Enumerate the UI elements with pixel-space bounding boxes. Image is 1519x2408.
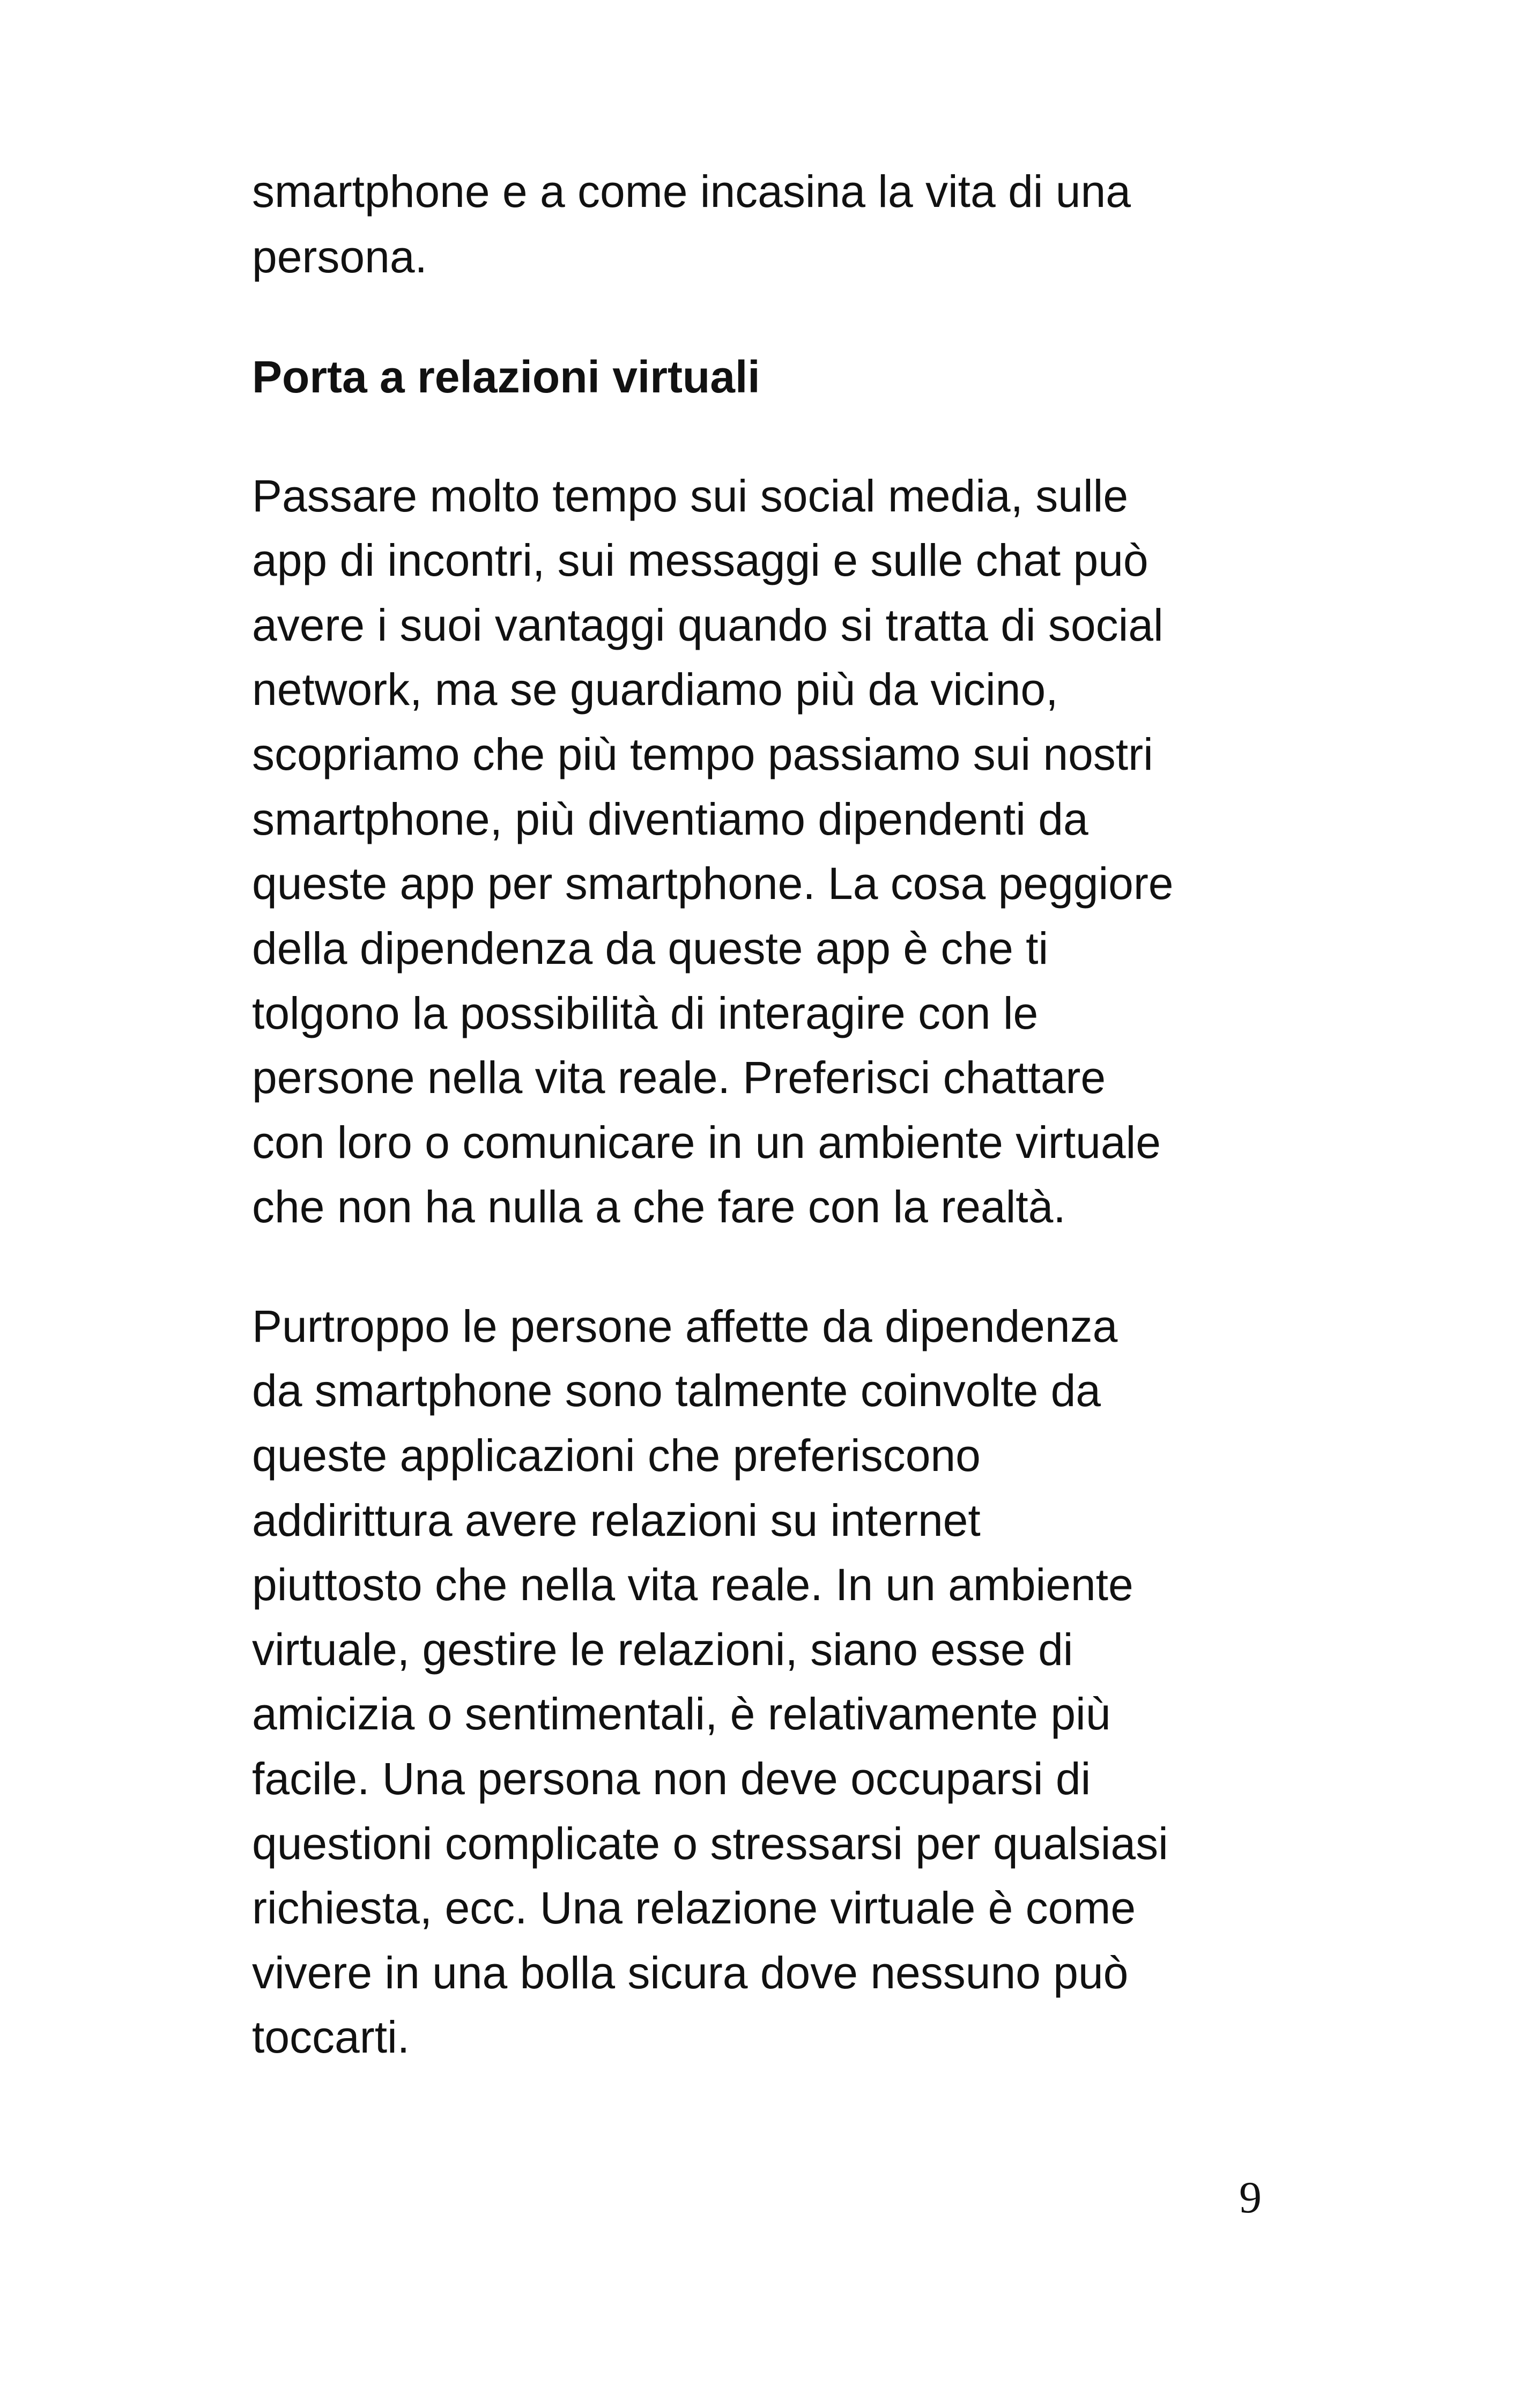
body-text-line: questioni complicate o stressarsi per qualsiasi: [252, 1818, 1168, 1869]
body-text-line: amicizia o sentimentali, è relativamente più: [252, 1689, 1111, 1739]
body-text-line: piuttosto che nella vita reale. In un ambiente: [252, 1559, 1133, 1610]
page-number: 9: [1239, 2173, 1262, 2223]
body-text-line: da smartphone sono talmente coinvolte da: [252, 1365, 1101, 1416]
body-text-line: smartphone, più diventiamo dipendenti da: [252, 794, 1088, 844]
body-text-line: facile. Una persona non deve occuparsi di: [252, 1753, 1091, 1804]
body-text-line: richiesta, ecc. Una relazione virtuale è come: [252, 1883, 1136, 1933]
body-text-line: toccarti.: [252, 2012, 410, 2062]
section-heading: Porta a relazioni virtuali: [252, 352, 760, 402]
body-text-line: che non ha nulla a che fare con la realtà.: [252, 1181, 1066, 1232]
body-text-line: persone nella vita reale. Preferisci chattare: [252, 1052, 1106, 1103]
body-text-line: vivere in una bolla sicura dove nessuno può: [252, 1948, 1129, 1998]
body-text-line: smartphone e a come incasina la vita di una: [252, 166, 1131, 217]
body-text-line: persona.: [252, 232, 427, 282]
body-text-line: app di incontri, sui messaggi e sulle chat può: [252, 535, 1148, 585]
body-text-line: Purtroppo le persone affette da dipendenza: [252, 1301, 1118, 1351]
body-text-line: della dipendenza da queste app è che ti: [252, 923, 1049, 973]
body-text-line: addirittura avere relazioni su internet: [252, 1495, 981, 1545]
body-text-line: Passare molto tempo sui social media, sulle: [252, 471, 1129, 521]
body-text-line: con loro o comunicare in un ambiente virtuale: [252, 1117, 1161, 1168]
body-text-line: avere i suoi vantaggi quando si tratta di social: [252, 600, 1164, 650]
body-text-line: queste app per smartphone. La cosa peggiore: [252, 858, 1174, 909]
body-text-line: scopriamo che più tempo passiamo sui nostri: [252, 729, 1153, 779]
body-text-line: tolgono la possibilità di interagire con le: [252, 988, 1039, 1038]
body-text-line: network, ma se guardiamo più da vicino,: [252, 664, 1058, 715]
body-text-line: queste applicazioni che preferiscono: [252, 1430, 981, 1481]
body-text-line: virtuale, gestire le relazioni, siano esse di: [252, 1624, 1073, 1675]
